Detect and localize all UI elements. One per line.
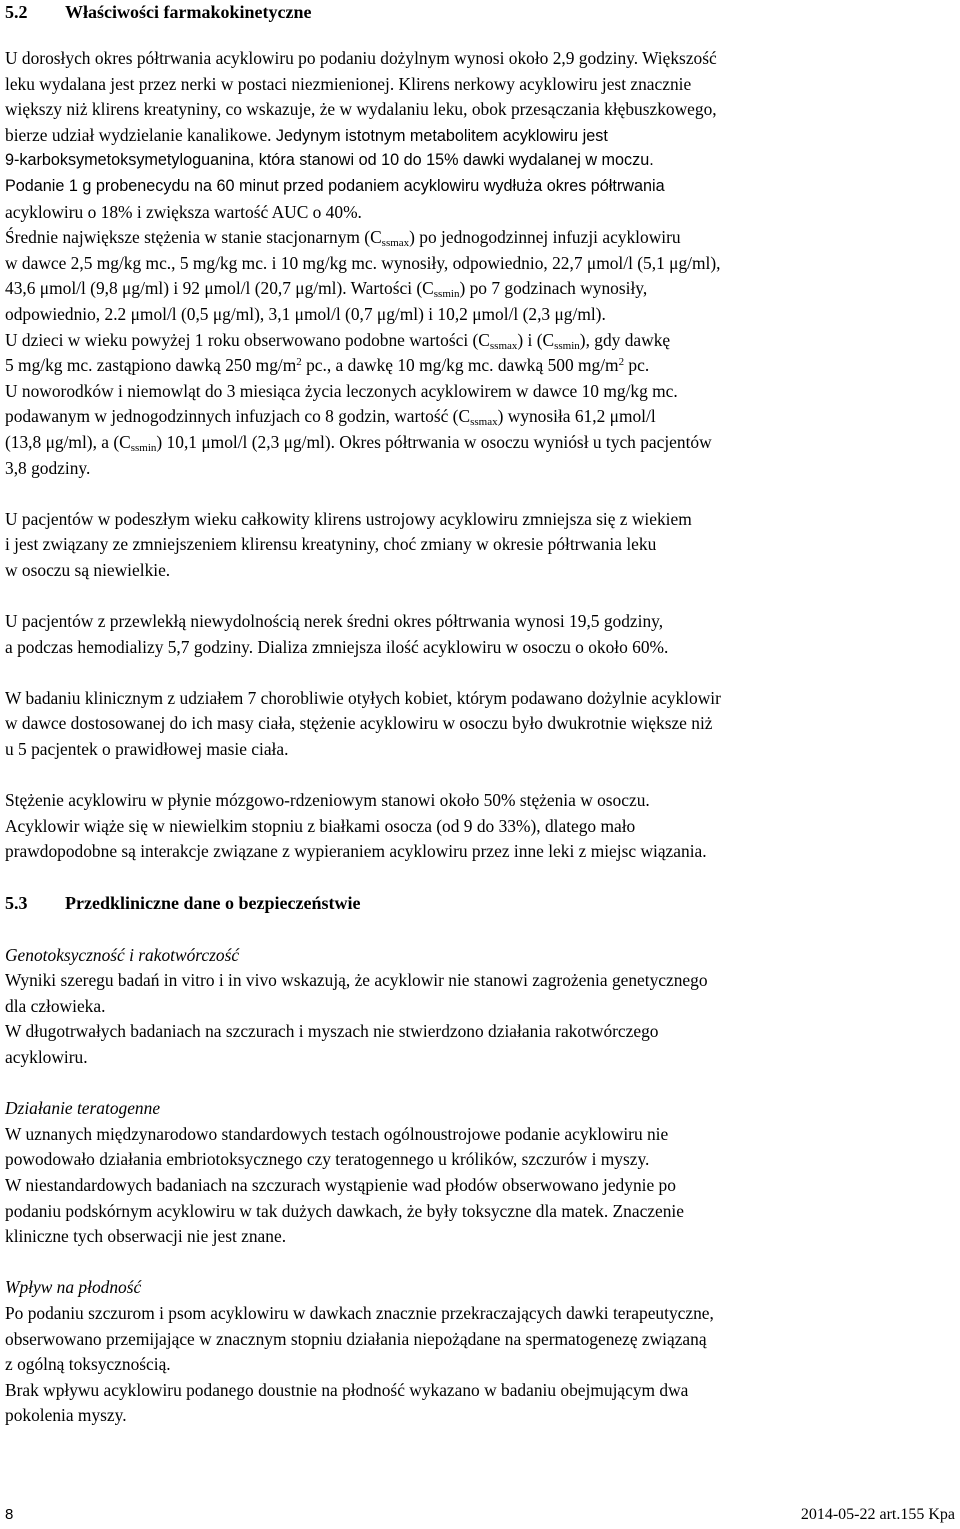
text-segment: ) po 7 godzinach wynosiły, [459, 278, 648, 299]
text-line: prawdopodobne są interakcje związane z wypieraniem acyklowiru przez inne leki z miejsc wiązania. [5, 841, 707, 862]
text-segment: pc. [624, 355, 650, 376]
text-line: pokolenia myszy. [5, 1405, 127, 1426]
text-line: acyklowiru o 18% i zwiększa wartość AUC o 40%. [5, 201, 362, 222]
text-line: w dawce 2,5 mg/kg mc., 5 mg/kg mc. i 10 mg/kg mc. wynosiły, odpowiednio, 22,7 μmol/l (5,1 μg/ml), [5, 252, 721, 273]
section-heading-5-2 [5, 0, 955, 25]
text-line: odpowiednio, 2.2 μmol/l (0,5 μg/ml), 3,1 μmol/l (0,7 μg/ml) i 10,2 μmol/l (2,3 μg/ml). [5, 303, 606, 324]
text-line: w dawce dostosowanej do ich masy ciała, stężenie acyklowiru w osoczu było dwukrotnie większe niż [5, 713, 713, 734]
subsection-teratogenicity [5, 1096, 955, 1250]
text-segment: ) 10,1 μmol/l (2,3 μg/ml). Okres półtrwania w osoczu wyniósł u tych pacjentów [156, 431, 712, 452]
section-title: Właściwości farmakokinetyczne [65, 2, 312, 22]
page-footer [5, 1504, 955, 1526]
text-segment: (13,8 μg/ml), a (C [5, 431, 131, 452]
text-line: W badaniu klinicznym z udziałem 7 chorobliwie otyłych kobiet, którym podawano dożylnie acyklowir [5, 687, 721, 708]
text-line: leku wydalana jest przez nerki w postaci niezmienionej. Klirens nerkowy acyklowiru jest znacznie [5, 73, 692, 94]
subsection-genotoxicity [5, 943, 955, 1071]
text-line: W długotrwałych badaniach na szczurach i myszach nie stwierdzono działania rakotwórczego [5, 1021, 659, 1042]
section-number: 5.3 [5, 892, 28, 913]
text-segment: podawanym w jednogodzinnych infuzjach co 8 godzin, wartość (C [5, 406, 471, 427]
text-line [5, 430, 955, 456]
subscript: ssmin [433, 288, 460, 301]
section-title: Przedkliniczne dane o bezpieczeństwie [65, 892, 361, 913]
superscript: 2 [618, 356, 625, 369]
text-line: W uznanych międzynarodowo standardowych testach ogólnoustrojowe podanie acyklowiru nie [5, 1123, 669, 1144]
paragraph-elderly [5, 507, 955, 584]
text-segment: bierze udział wydzielanie kanalikowe. [5, 124, 276, 145]
text-line: kliniczne tych obserwacji nie jest znane. [5, 1226, 287, 1247]
subscript: ssmax [381, 237, 410, 250]
subscript: ssmin [130, 441, 157, 454]
text-line: w osoczu są niewielkie. [5, 559, 171, 580]
document-reference: 2014-05-22 art.155 Kpa [800, 1506, 955, 1523]
text-segment: ) po jednogodzinnej infuzji acyklowiru [409, 227, 681, 248]
text-line: Po podaniu szczurom i psom acyklowiru w dawkach znacznie przekraczających dawki terapeutyczne, [5, 1302, 714, 1323]
text-line: u 5 pacjentek o prawidłowej masie ciała. [5, 739, 289, 760]
text-line: dla człowieka. [5, 995, 106, 1016]
text-line: Podanie 1 g probenecydu na 60 minut przed podaniem acyklowiru wydłuża okres półtrwania [5, 176, 665, 195]
text-segment: pc., a dawkę 10 mg/kg mc. dawką 500 mg/m [301, 355, 619, 376]
subsection-heading: Wpływ na płodność [5, 1277, 142, 1298]
text-line: W niestandardowych badaniach na szczurach wystąpienie wad płodów obserwowano jedynie po [5, 1174, 676, 1195]
text-segment: U dzieci w wieku powyżej 1 roku obserwowano podobne wartości (C [5, 329, 490, 350]
text-line [5, 123, 955, 149]
text-line [5, 276, 955, 302]
document-page [5, 0, 955, 1429]
subscript: ssmin [554, 339, 580, 352]
text-line: Brak wpływu acyklowiru podanego doustnie na płodność wykazano w badaniu obejmującym dwa [5, 1379, 689, 1400]
text-line: powodowało działania embriotoksycznego czy teratogennego u królików, szczurów i myszy. [5, 1149, 650, 1170]
section-number: 5.2 [5, 2, 28, 22]
text-line [5, 353, 955, 379]
text-segment: ) wynosiła 61,2 μmol/l [497, 406, 656, 427]
subscript: ssmax [470, 416, 498, 429]
text-line: a podczas hemodializy 5,7 godziny. Dializa zmniejsza ilość acyklowiru w osoczu o około 60%. [5, 636, 669, 657]
text-line: 9-karboksymetoksymetyloguanina, która stanowi od 10 do 15% dawki wydalanej w moczu. [5, 151, 654, 170]
text-segment: Średnie największe stężenia w stanie stacjonarnym (C [5, 227, 382, 248]
text-line: podaniu podskórnym acyklowiru w tak dużych dawkach, że były toksyczne dla matek. Znaczenie [5, 1200, 684, 1221]
text-line: U pacjentów w podeszłym wieku całkowity klirens ustrojowy acyklowiru zmniejsza się z wiekiem [5, 508, 692, 529]
text-line: większy niż klirens kreatyniny, co wskazuje, że w wydalaniu leku, obok przesączania kłębuszkowego, [5, 99, 717, 120]
section-heading-5-3 [5, 891, 955, 916]
text-line: U dorosłych okres półtrwania acyklowiru po podaniu dożylnym wynosi około 2,9 godziny. Większość [5, 48, 717, 68]
subscript: ssmax [489, 339, 518, 352]
subsection-heading: Genotoksyczność i rakotwórczość [5, 944, 240, 965]
paragraph-obese [5, 686, 955, 763]
paragraph-pharmacokinetics [5, 46, 955, 481]
text-line: i jest związany ze zmniejszeniem klirensu kreatyniny, choć zmiany w okresie półtrwania leku [5, 534, 657, 555]
paragraph-csf [5, 788, 955, 865]
text-line: U pacjentów z przewlekłą niewydolnością nerek średni okres półtrwania wynosi 19,5 godziny, [5, 611, 664, 632]
text-segment: 43,6 μmol/l (9,8 μg/ml) i 92 μmol/l (20,7 μg/ml). Wartości (C [5, 278, 434, 299]
text-line: z ogólną toksycznością. [5, 1354, 171, 1375]
paragraph-renal [5, 609, 955, 660]
text-segment: ), gdy dawkę [579, 329, 671, 350]
text-line: 3,8 godziny. [5, 457, 91, 478]
text-line [5, 225, 955, 251]
text-line: obserwowano przemijające w znacznym stopniu działania niepożądane na spermatogenezę związaną [5, 1328, 707, 1349]
subsection-heading: Działanie teratogenne [5, 1098, 161, 1119]
text-line [5, 404, 955, 430]
text-segment-sans: Jedynym istotnym metabolitem acyklowiru jest [275, 126, 608, 145]
text-line: Acyklowir wiąże się w niewielkim stopniu z białkami osocza (od 9 do 33%), dlatego mało [5, 815, 636, 836]
text-line: U noworodków i niemowląt do 3 miesiąca życia leczonych acyklowirem w dawce 10 mg/kg mc. [5, 380, 678, 401]
text-segment: ) i (C [517, 329, 555, 350]
subsection-fertility [5, 1275, 955, 1429]
text-line: Stężenie acyklowiru w płynie mózgowo-rdzeniowym stanowi około 50% stężenia w osoczu. [5, 790, 650, 811]
text-line: Wyniki szeregu badań in vitro i in vivo wskazują, że acyklowir nie stanowi zagrożenia genetycznego [5, 970, 708, 991]
text-line [5, 328, 955, 354]
page-number: 8 [5, 1506, 14, 1523]
text-line: acyklowiru. [5, 1046, 88, 1067]
superscript: 2 [296, 356, 302, 369]
text-segment: 5 mg/kg mc. zastąpiono dawką 250 mg/m [5, 355, 297, 376]
